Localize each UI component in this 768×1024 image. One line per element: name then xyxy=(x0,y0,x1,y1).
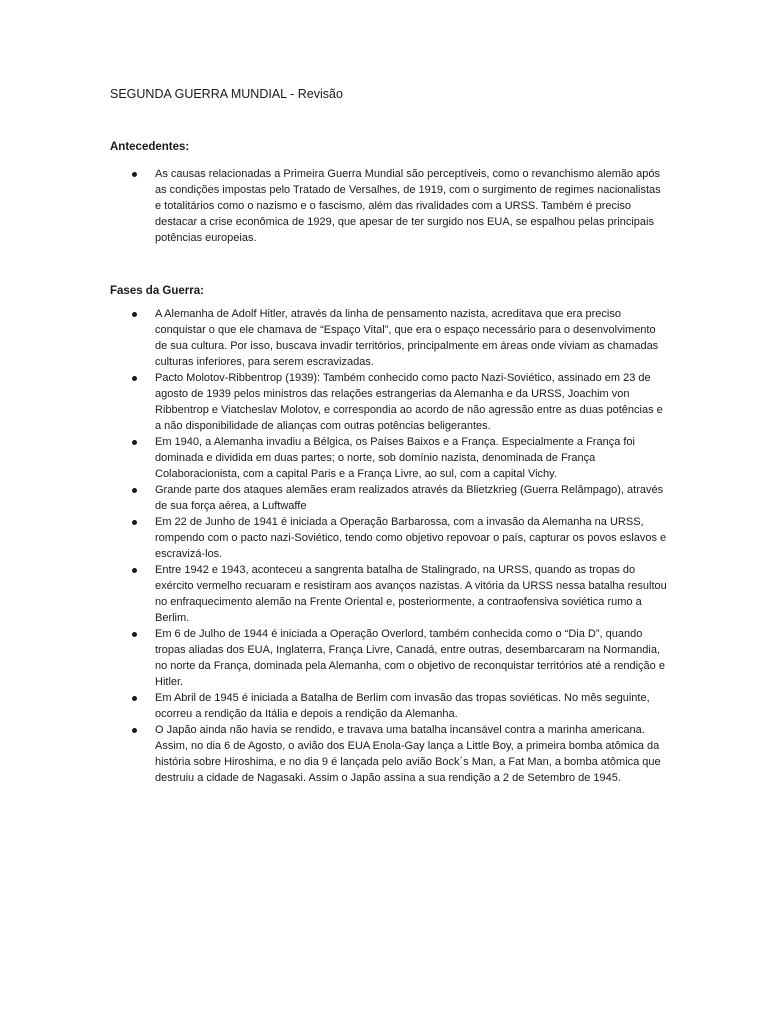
bullet-icon xyxy=(132,520,137,525)
bullet-icon xyxy=(132,440,137,445)
list-item-text: Em 6 de Julho de 1944 é iniciada a Operação Overlord, também conhecida como o “Dia D”, quando tropas aliadas dos EUA, Inglaterra, França Livre, Canadá, entre outras, desembarcaram na Normandia, no norte da França, dominada pela Alemanha, com o objetivo de reconquistar territórios até a rendição e Hitler. xyxy=(155,628,665,688)
list-item-text: Pacto Molotov-Ribbentrop (1939): Também conhecido como pacto Nazi-Soviético, assinado em 23 de agosto de 1939 pelos ministros das relações estrangerias da Alemanha e da URSS, Joachim von Ribbentrop e Viatcheslav Molotov, e correspondia ao acordo de não agressão entre as duas potências e a não disponibilidade de alianças com outras potências beligerantes. xyxy=(155,372,663,432)
bullet-icon xyxy=(132,488,137,493)
section-heading-fases-da-guerra: Fases da Guerra: xyxy=(110,285,204,297)
list-item xyxy=(128,626,668,690)
list-item-text: Em Abril de 1945 é iniciada a Batalha de Berlim com invasão das tropas soviéticas. No mês seguinte, ocorreu a rendição da Itália e depois a rendição da Alemanha. xyxy=(155,692,650,720)
antecedentes-list xyxy=(128,166,668,246)
bullet-icon xyxy=(132,172,137,177)
list-item xyxy=(128,434,668,482)
list-item xyxy=(128,166,668,246)
list-item-text: Em 1940, a Alemanha invadiu a Bélgica, os Países Baixos e a França. Especialmente a França foi dominada e dividida em duas partes; o norte, sob domínio nazista, denominada de França Colaboracionista, com a capital Paris e a França Livre, ao sul, com a capital Vichy. xyxy=(155,436,635,480)
bullet-icon xyxy=(132,632,137,637)
list-item xyxy=(128,370,668,434)
fases-da-guerra-list xyxy=(128,306,668,786)
list-item xyxy=(128,722,668,786)
section-heading-antecedentes: Antecedentes: xyxy=(110,141,190,153)
list-item xyxy=(128,482,668,514)
bullet-icon xyxy=(132,568,137,573)
list-item xyxy=(128,306,668,370)
list-item xyxy=(128,562,668,626)
bullet-icon xyxy=(132,696,137,701)
list-item-text: As causas relacionadas a Primeira Guerra Mundial são perceptíveis, como o revanchismo alemão após as condições impostas pelo Tratado de Versalhes, de 1919, com o surgimento de regimes nacionalistas e totalitários como o nazismo e o fascismo, além das rivalidades com a URSS. Também é preciso destacar a crise econômica de 1929, que apesar de ter surgido nos EUA, se espalhou pelas principais potências europeias. xyxy=(155,168,661,244)
bullet-icon xyxy=(132,312,137,317)
list-item-text: A Alemanha de Adolf Hitler, através da linha de pensamento nazista, acreditava que era preciso conquistar o que ele chamava de “Espaço Vital”, que era o espaço necessário para o desenvolvimento de sua cultura. Por isso, buscava invadir territórios, principalmente em áreas onde viviam as chamadas culturas inferiores, para serem escravizadas. xyxy=(155,308,659,368)
bullet-icon xyxy=(132,376,137,381)
list-item-text: Em 22 de Junho de 1941 é iniciada a Operação Barbarossa, com a invasão da Alemanha na URSS, rompendo com o pacto nazi-Soviético, tendo como objetivo repovoar o país, capturar os povos eslavos e escravizá-los. xyxy=(155,516,667,560)
bullet-icon xyxy=(132,728,137,733)
list-item xyxy=(128,690,668,722)
list-item xyxy=(128,514,668,562)
list-item-text: Entre 1942 e 1943, aconteceu a sangrenta batalha de Stalingrado, na URSS, quando as tropas do exército vermelho recuaram e resistiram aos avanços nazistas. A vitória da URSS nessa batalha resultou no enfraquecimento alemão na Frente Oriental e, posteriormente, a contraofensiva soviética rumo a Berlim. xyxy=(155,564,667,624)
list-item-text: O Japão ainda não havia se rendido, e travava uma batalha incansável contra a marinha americana. Assim, no dia 6 de Agosto, o avião dos EUA Enola-Gay lança a Little Boy, a primeira bomba atômica da história sobre Hiroshima, e no dia 9 é lançada pelo avião Bock´s Man, a Fat Man, a bomba atômica que destruiu a cidade de Nagasaki. Assim o Japão assina a sua rendição a 2 de Setembro de 1945. xyxy=(155,724,661,784)
list-item-text: Grande parte dos ataques alemães eram realizados através da Blietzkrieg (Guerra Relâmpago), através de sua força aérea, a Luftwaffe xyxy=(155,484,664,512)
document-title: SEGUNDA GUERRA MUNDIAL - Revisão xyxy=(110,87,343,101)
